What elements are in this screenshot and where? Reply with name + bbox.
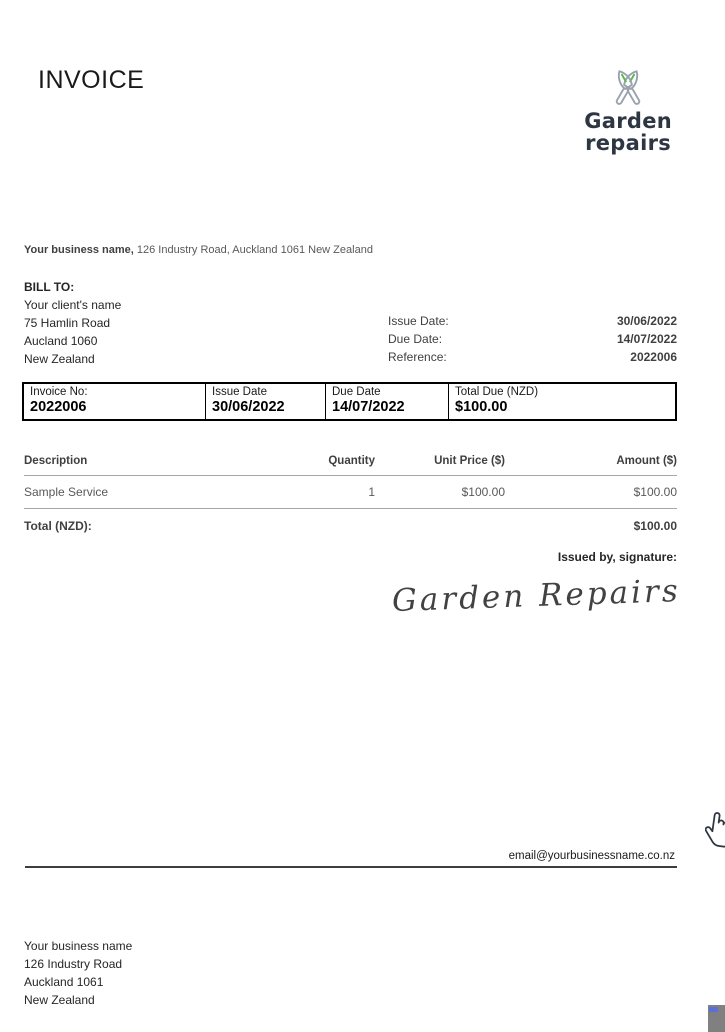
items-header-row — [24, 448, 677, 476]
summary-invoice-no-label: Invoice No: — [30, 386, 88, 398]
summary-issue-date-cell — [205, 384, 325, 419]
item-description: Sample Service — [24, 485, 109, 499]
footer-business-name: Your business name — [24, 939, 133, 953]
header-unit-price: Unit Price ($) — [434, 455, 505, 467]
summary-total-due-cell — [448, 384, 675, 419]
issue-date-row — [388, 314, 677, 332]
client-street: 75 Hamlin Road — [24, 316, 111, 330]
summary-total-due-label: Total Due (NZD) — [455, 386, 539, 398]
summary-issue-date-label: Issue Date — [212, 386, 267, 398]
total-label: Total (NZD): — [24, 519, 92, 533]
summary-due-date-cell — [325, 384, 448, 419]
summary-due-date-value: 14/07/2022 — [332, 399, 405, 415]
footer-country: New Zealand — [24, 993, 95, 1007]
footer-street: 126 Industry Road — [24, 957, 123, 971]
due-date-label: Due Date: — [388, 332, 443, 346]
summary-issue-date-value: 30/06/2022 — [212, 399, 285, 415]
business-email: email@yourbusinessname.co.nz — [508, 850, 675, 862]
item-row — [24, 476, 677, 509]
header-quantity: Quantity — [328, 455, 375, 467]
reference-row — [388, 350, 677, 368]
company-logo — [584, 68, 672, 154]
item-unit-price: $100.00 — [461, 485, 505, 499]
client-city: Aucland 1060 — [24, 334, 98, 348]
business-address-line — [24, 244, 373, 256]
summary-total-due-value: $100.00 — [455, 399, 508, 415]
due-date-value: 14/07/2022 — [616, 332, 677, 346]
logo-text-line2: repairs — [585, 131, 672, 155]
scrollbar-thumb[interactable] — [708, 1005, 725, 1032]
crossed-trowels-icon — [601, 68, 655, 112]
reference-label: Reference: — [388, 350, 447, 364]
items-total-row — [24, 509, 677, 543]
invoice-meta-block — [388, 314, 677, 368]
issue-date-label: Issue Date: — [388, 314, 449, 328]
bill-to-label: BILL TO: — [24, 280, 75, 294]
issue-date-value: 30/06/2022 — [616, 314, 677, 328]
scrollbar-accent — [709, 1007, 718, 1012]
bill-to-block — [24, 278, 121, 368]
summary-invoice-no-cell — [24, 384, 205, 419]
business-address: 126 Industry Road, Auckland 1061 New Zealand — [136, 244, 373, 256]
header-description: Description — [24, 455, 88, 467]
issued-by-label: Issued by, signature: — [557, 550, 677, 564]
due-date-row — [388, 332, 677, 350]
logo-text-line1: Garden — [584, 109, 672, 133]
summary-due-date-label: Due Date — [332, 386, 381, 398]
client-name: Your client's name — [24, 298, 122, 312]
item-amount: $100.00 — [633, 485, 677, 499]
summary-invoice-no-value: 2022006 — [30, 399, 87, 415]
hand-pointer-cursor-icon — [705, 810, 725, 852]
signature-text: Garden Repairs — [391, 572, 682, 620]
business-name: Your business name, — [24, 244, 134, 256]
reference-value: 2022006 — [630, 350, 677, 364]
footer-divider — [25, 866, 677, 868]
item-quantity: 1 — [368, 485, 375, 499]
header-amount: Amount ($) — [616, 455, 677, 467]
invoice-summary-table — [22, 382, 677, 421]
footer-city: Auckland 1061 — [24, 975, 104, 989]
total-value: $100.00 — [633, 519, 677, 533]
invoice-title: INVOICE — [38, 66, 145, 94]
line-items-table — [24, 448, 677, 543]
footer-address-block — [24, 937, 132, 1009]
client-country: New Zealand — [24, 352, 95, 366]
